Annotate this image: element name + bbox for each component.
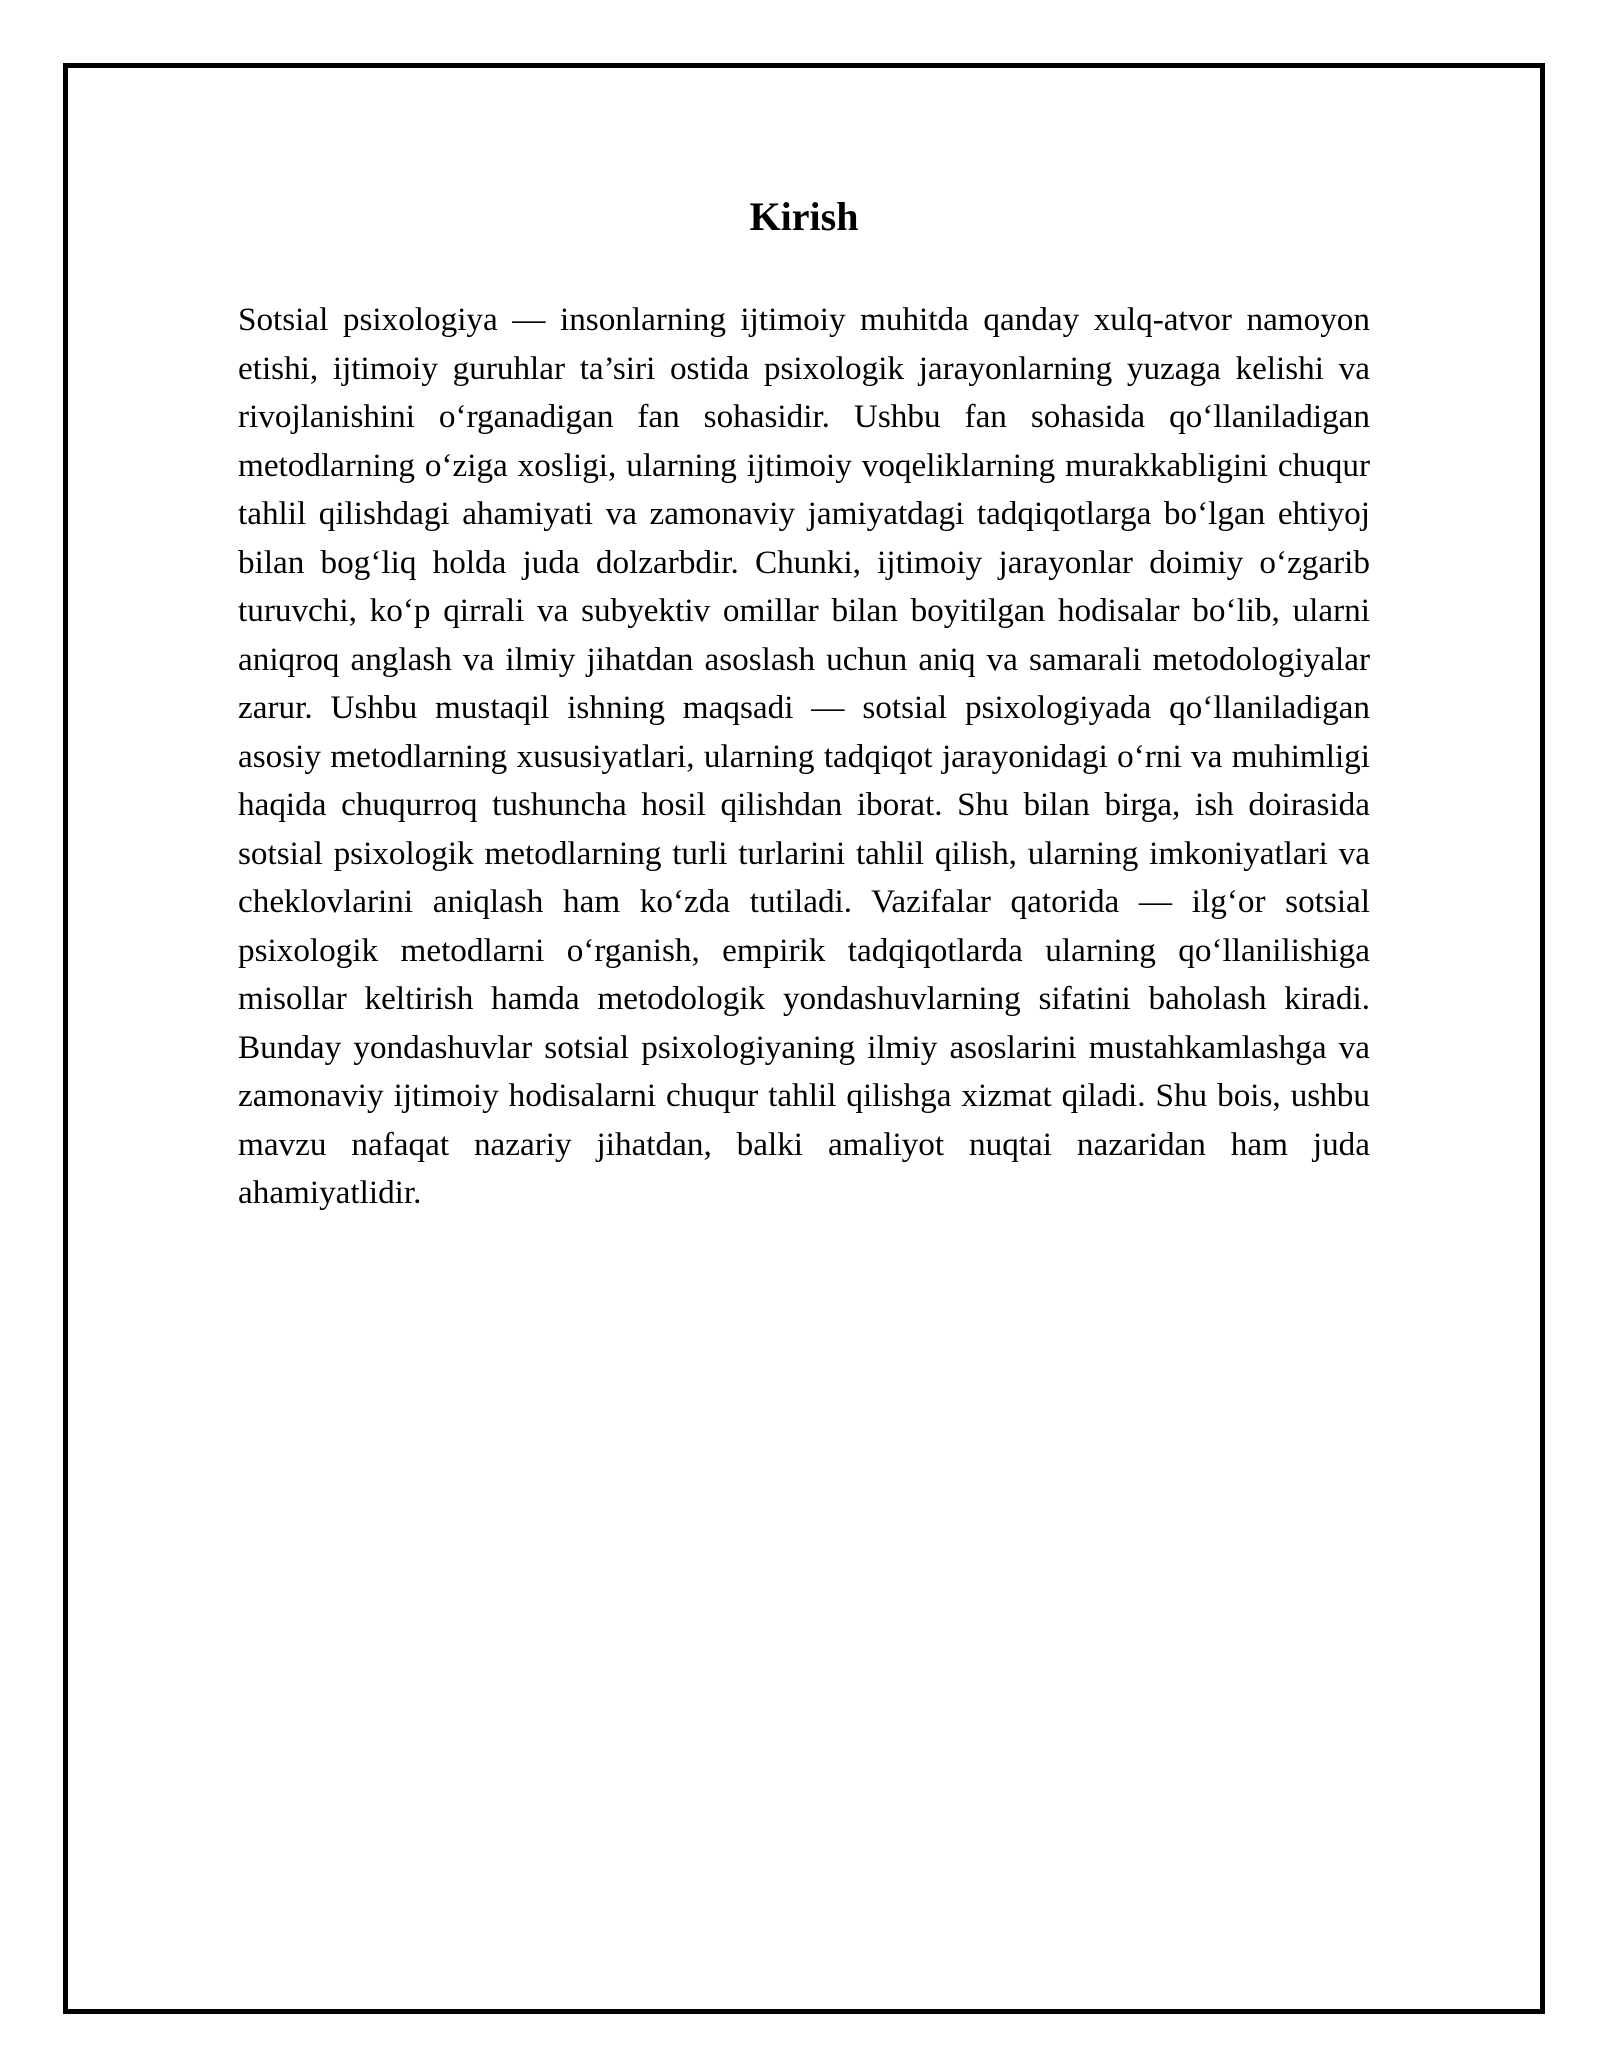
page-title: Kirish [749, 194, 859, 239]
introduction-paragraph: Sotsial psixologiya — insonlarning ijtimoiy muhitda qanday xulq-atvor namoyon etishi, ijtimoiy guruhlar ta’siri ostida psixologik jarayonlarning yuzaga kelishi va rivojlanishini o‘rganadigan fan sohasidir. Ushbu fan sohasida qo‘llaniladigan metodlarning o‘ziga xosligi, ularning ijtimoiy voqeliklarning murakkabligini chuqur tahlil qilishdagi ahamiyati va zamonaviy jamiyatdagi tadqiqotlarga bo‘lgan ehtiyoj bilan bog‘liq holda juda dolzarbdir. Chunki, ijtimoiy jarayonlar doimiy o‘zgarib turuvchi, ko‘p qirrali va subyektiv omillar bilan boyitilgan hodisalar bo‘lib, ularni aniqroq anglash va ilmiy jihatdan asoslash uchun aniq va samarali metodologiyalar zarur. Ushbu mustaqil ishning maqsadi — sotsial psixologiyada qo‘llaniladigan asosiy metodlarning xususiyatlari, ularning tadqiqot jarayonidagi o‘rni va muhimligi haqida chuqurroq tushuncha hosil qilishdan iborat. Shu bilan birga, ish doirasida sotsial psixologik metodlarning turli turlarini tahlil qilish, ularning imkoniyatlari va cheklovlarini aniqlash ham ko‘zda tutiladi. Vazifalar qatorida — ilg‘or sotsial psixologik metodlarni o‘rganish, empirik tadqiqotlarda ularning qo‘llanilishiga misollar keltirish hamda metodologik yondashuvlarning sifatini baholash kiradi. Bunday yondashuvlar sotsial psixologiyaning ilmiy asoslarini mustahkamlashga va zamonaviy ijtimoiy hodisalarni chuqur tahlil qilishga xizmat qiladi. Shu bois, ushbu mavzu nafaqat nazariy jihatdan, balki amaliyot nuqtai nazaridan ham juda ahamiyatlidir. [238, 301, 1370, 1211]
page-frame [63, 63, 1545, 2014]
